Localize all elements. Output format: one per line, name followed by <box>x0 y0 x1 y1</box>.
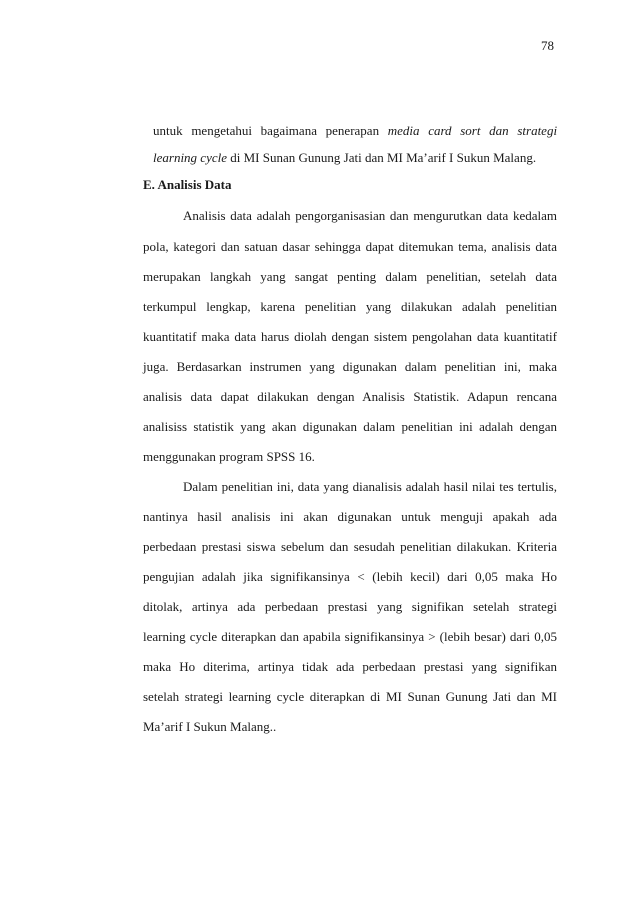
intro-line-2-rest: di MI Sunan Gunung Jati dan MI Ma’arif I Sukun Malang. <box>227 150 537 165</box>
page-number: 78 <box>541 38 554 53</box>
intro-word: bagaimana <box>260 123 317 138</box>
paragraph-1-line: analisiss statistik yang akan digunakan dalam penelitian ini adalah dengan <box>143 419 557 434</box>
paragraph-2-line: nantinya hasil analisis ini akan digunakan untuk menguji apakah ada <box>143 509 557 524</box>
intro-word: strategi <box>517 123 558 138</box>
paragraph-2-line: perbedaan prestasi siswa sebelum dan sesudah penelitian dilakukan. Kriteria <box>143 539 557 554</box>
paragraph-2-line: Ma’arif I Sukun Malang.. <box>143 719 277 734</box>
intro-word: penerapan <box>325 123 380 138</box>
italic-term-learning-cycle: learning cycle <box>153 150 227 165</box>
paragraph-2-line: learning cycle diterapkan dan apabila signifikansinya > (lebih besar) dari 0,05 <box>143 629 557 644</box>
paragraph-1-line: pola, kategori dan satuan dasar sehingga dapat ditemukan tema, analisis data <box>143 239 557 254</box>
paragraph-1-line: merupakan langkah yang sangat penting dalam penelitian, setelah data <box>143 269 557 284</box>
paragraph-1-line: analisis data dapat dilakukan dengan Analisis Statistik. Adapun rencana <box>143 389 557 404</box>
intro-line-1 <box>153 123 557 139</box>
paragraph-1-line: juga. Berdasarkan instrumen yang digunakan dalam penelitian ini, maka <box>143 359 557 374</box>
paragraph-2-line: ditolak, artinya ada perbedaan prestasi yang signifikan setelah strategi <box>143 599 557 614</box>
paragraph-2-line: pengujian adalah jika signifikansinya < (lebih kecil) dari 0,05 maka Ho <box>143 569 557 584</box>
paragraph-1-line: menggunakan program SPSS 16. <box>143 449 315 464</box>
paragraph-1-line: kuantitatif maka data harus diolah dengan sistem pengolahan data kuantitatif <box>143 329 557 344</box>
intro-word: untuk <box>153 123 183 138</box>
paragraph-2-line: Dalam penelitian ini, data yang dianalisis adalah hasil nilai tes tertulis, <box>183 479 557 494</box>
intro-word: dan <box>489 123 509 138</box>
italic-term-media-card-sort: media card sort <box>387 123 481 138</box>
section-heading: E. Analisis Data <box>143 177 232 192</box>
paragraph-2-line: setelah strategi learning cycle diterapkan di MI Sunan Gunung Jati dan MI <box>143 689 557 704</box>
paragraph-2-line: maka Ho diterima, artinya tidak ada perbedaan prestasi yang signifikan <box>143 659 557 674</box>
intro-word: mengetahui <box>191 123 252 138</box>
intro-line-2 <box>153 150 536 166</box>
paragraph-1-line: terkumpul lengkap, karena penelitian yang dilakukan adalah penelitian <box>143 299 557 314</box>
paragraph-1-line: Analisis data adalah pengorganisasian dan mengurutkan data kedalam <box>183 208 557 223</box>
